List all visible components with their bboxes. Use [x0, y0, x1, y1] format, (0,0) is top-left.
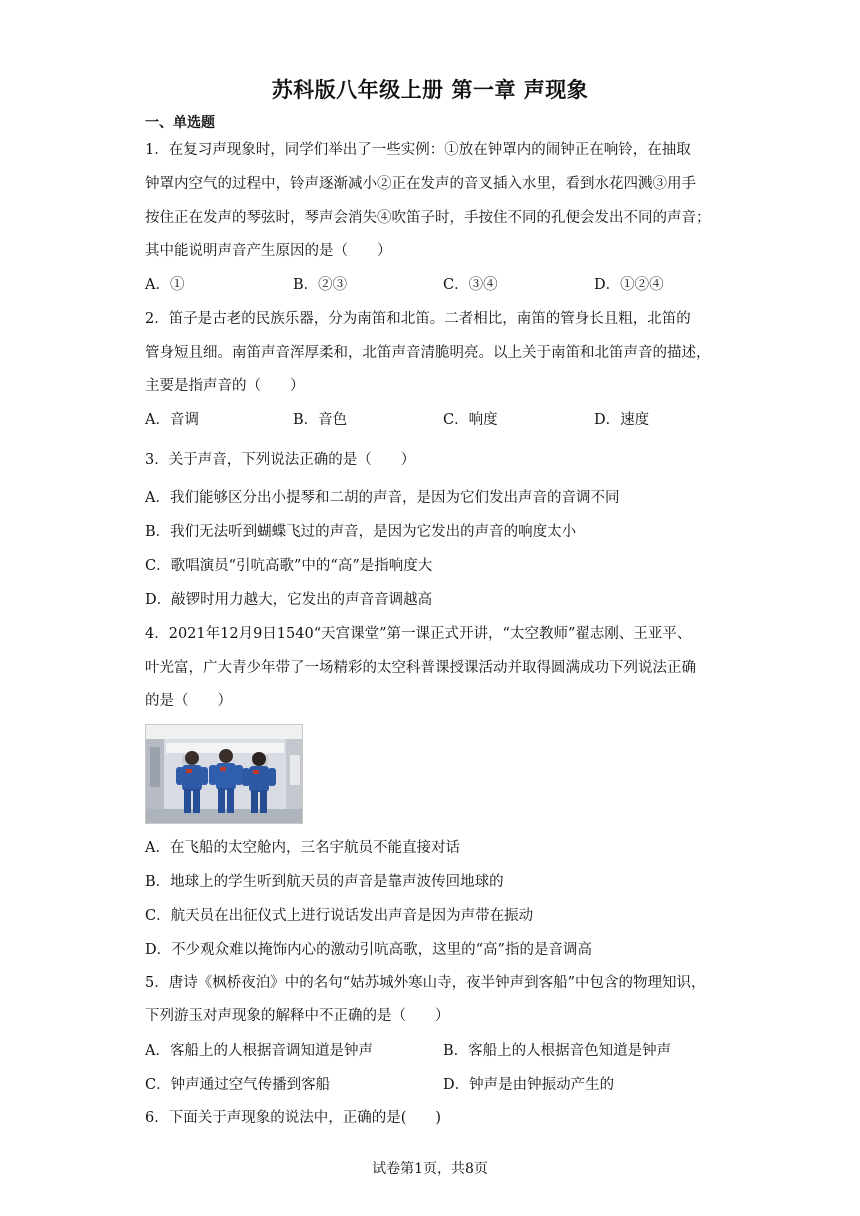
page-title: 苏科版八年级上册 第一章 声现象: [271, 78, 589, 102]
question-3-option-b: B．我们无法听到蝴蝶飞过的声音，是因为它发出的声音的响度太小: [145, 524, 577, 540]
question-3-option-a: A．我们能够区分出小提琴和二胡的声音，是因为它们发出声音的音调不同: [145, 490, 620, 506]
question-2-option-b: B．音色: [293, 412, 348, 428]
question-2-line-1: 2．笛子是古老的民族乐器，分为南笛和北笛。二者相比，南笛的管身长且粗，北笛的: [145, 311, 691, 327]
question-1-line-2: 钟罩内空气的过程中，铃声逐渐减小②正在发声的音叉插入水里，看到水花四溅③用手: [145, 176, 696, 192]
question-4-option-a: A．在飞船的太空舱内，三名宇航员不能直接对话: [145, 840, 460, 856]
question-5-option-d: D．钟声是由钟振动产生的: [443, 1077, 615, 1093]
question-6-line-1: 6．下面关于声现象的说法中，正确的是( ): [145, 1110, 442, 1126]
question-2-line-3: 主要是指声音的（ ）: [145, 378, 305, 394]
question-1-line-3: 按住正在发声的琴弦时，琴声会消失④吹笛子时，手按住不同的孔便会发出不同的声音；: [145, 210, 711, 226]
question-3-line-1: 3．关于声音，下列说法正确的是（ ）: [145, 452, 416, 468]
space-station-photo: [145, 724, 303, 824]
question-2-option-c: C．响度: [443, 412, 498, 428]
question-5-line-1: 5．唐诗《枫桥夜泊》中的名句“姑苏城外寒山寺，夜半钟声到客船”中包含的物理知识，: [145, 975, 706, 991]
question-2-option-a: A．音调: [145, 412, 199, 428]
question-5-option-b: B．客船上的人根据音色知道是钟声: [443, 1043, 672, 1059]
question-2-line-2: 管身短且细。南笛声音浑厚柔和，北笛声音清脆明亮。以上关于南笛和北笛声音的描述，: [145, 345, 711, 361]
question-4-line-3: 的是（ ）: [145, 693, 232, 709]
question-4-option-d: D．不少观众难以掩饰内心的激动引吭高歌，这里的“高”指的是音调高: [145, 942, 592, 958]
question-1-option-a: A．①: [145, 277, 185, 293]
question-2-option-d: D．速度: [594, 412, 650, 428]
question-4-line-2: 叶光富，广大青少年带了一场精彩的太空科普课授课活动并取得圆满成功下列说法正确: [145, 660, 696, 676]
question-1-line-1: 1．在复习声现象时，同学们举出了一些实例：①放在钟罩内的闹钟正在响铃，在抽取: [145, 142, 691, 158]
question-4-option-c: C．航天员在出征仪式上进行说话发出声音是因为声带在振动: [145, 908, 534, 924]
question-5-line-2: 下列游玉对声现象的解释中不正确的是（ ）: [145, 1008, 450, 1024]
question-5-option-a: A．客船上的人根据音调知道是钟声: [145, 1043, 373, 1059]
question-4-line-1: 4．2021年12月9日1540“天宫课堂”第一课正式开讲，“太空教师”翟志刚、王亚平、: [145, 626, 692, 642]
question-3-option-c: C．歌唱演员“引吭高歌”中的“高”是指响度大: [145, 558, 433, 574]
section-heading: 一、单选题: [145, 115, 215, 131]
question-4-option-b: B．地球上的学生听到航天员的声音是靠声波传回地球的: [145, 874, 504, 890]
question-3-option-d: D．敲锣时用力越大，它发出的声音音调越高: [145, 592, 433, 608]
question-1-line-4: 其中能说明声音产生原因的是（ ）: [145, 243, 392, 259]
question-5-option-c: C．钟声通过空气传播到客船: [145, 1077, 331, 1093]
question-1-option-b: B．②③: [293, 277, 348, 293]
page-footer: 试卷第1页，共8页: [372, 1161, 488, 1177]
question-1-option-d: D．①②④: [594, 277, 664, 293]
question-1-option-c: C．③④: [443, 277, 498, 293]
